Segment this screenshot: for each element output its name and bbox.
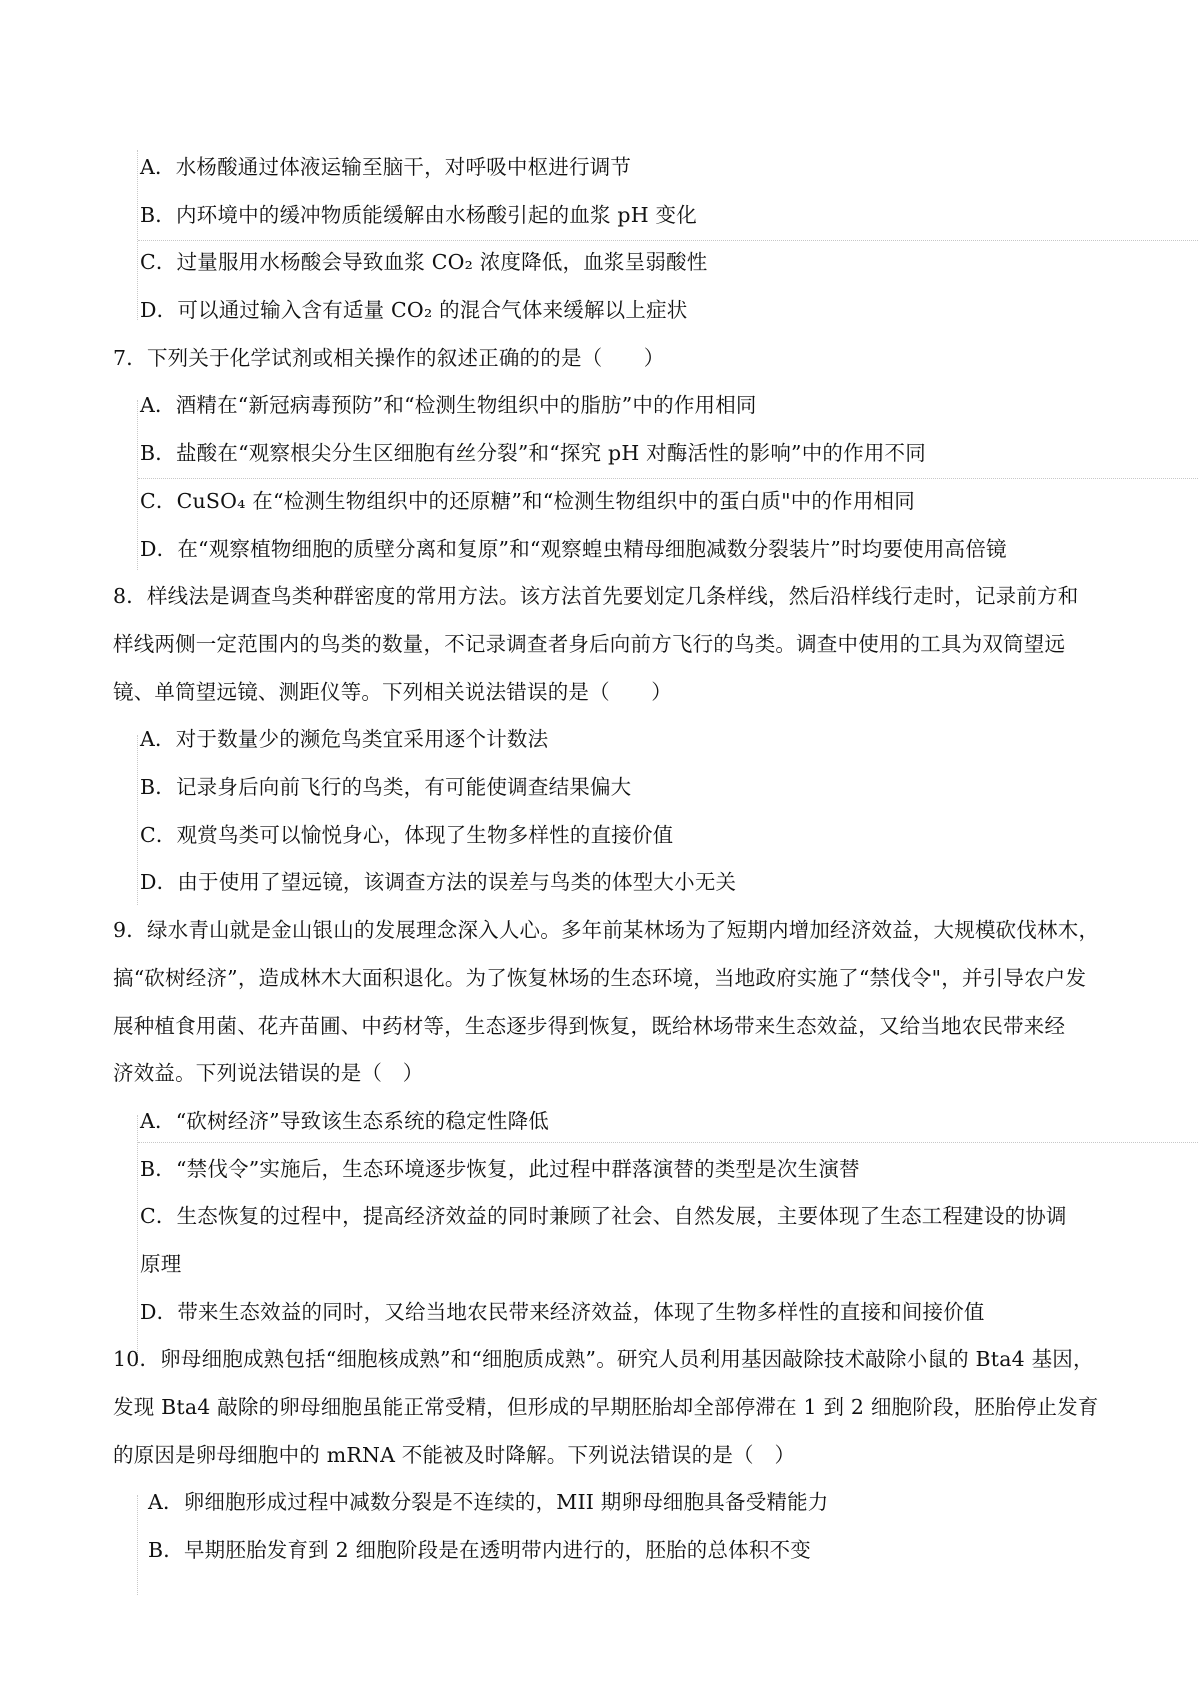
q9-stem-line-4: 济效益。下列说法错误的是（ ）: [113, 1061, 424, 1085]
q8-stem-line-1: 8．样线法是调查鸟类种群密度的常用方法。该方法首先要划定几条样线，然后沿样线行走时，记录前方和: [113, 584, 1079, 608]
q10-option-a: A．卵细胞形成过程中减数分裂是不连续的，MII 期卵母细胞具备受精能力: [148, 1490, 829, 1514]
margin-guide: [137, 1115, 138, 1365]
q10-stem-line-1: 10．卵母细胞成熟包括“细胞核成熟”和“细胞质成熟”。研究人员利用基因敲除技术敲除小鼠的 Bta4 基因，: [113, 1347, 1094, 1371]
q10-stem-line-3: 的原因是卵母细胞中的 mRNA 不能被及时降解。下列说法错误的是（ ）: [113, 1443, 796, 1467]
q10-option-b: B．早期胚胎发育到 2 细胞阶段是在透明带内进行的，胚胎的总体积不变: [148, 1538, 811, 1562]
q9-stem-line-2: 搞“砍树经济”，造成林木大面积退化。为了恢复林场的生态环境，当地政府实施了“禁伐令"，并引导农户发: [113, 966, 1087, 990]
q8-option-d: D．由于使用了望远镜，该调查方法的误差与鸟类的体型大小无关: [140, 870, 737, 894]
q9-option-d: D．带来生态效益的同时，又给当地农民带来经济效益，体现了生物多样性的直接和间接价值: [140, 1300, 985, 1324]
q9-option-c-continued: 原理: [140, 1252, 182, 1276]
margin-guide: [137, 400, 138, 570]
q7-option-b: B．盐酸在“观察根尖分生区细胞有丝分裂”和“探究 pH 对酶活性的影响”中的作用不同: [140, 441, 926, 465]
q7-option-c: C．CuSO₄ 在“检测生物组织中的还原糖”和“检测生物组织中的蛋白质"中的作用相同: [140, 489, 915, 513]
q8-stem-line-2: 样线两侧一定范围内的鸟类的数量，不记录调查者身后向前方飞行的鸟类。调查中使用的工具为双筒望远: [113, 632, 1066, 656]
q8-option-b: B．记录身后向前飞行的鸟类，有可能使调查结果偏大: [140, 775, 632, 799]
q8-option-a: A．对于数量少的濒危鸟类宜采用逐个计数法: [140, 727, 549, 751]
margin-guide: [137, 1495, 138, 1595]
margin-guide: [137, 735, 138, 905]
q6-option-a: A．水杨酸通过体液运输至脑干，对呼吸中枢进行调节: [140, 155, 632, 179]
q7-stem: 7．下列关于化学试剂或相关操作的叙述正确的的是（ ）: [113, 346, 665, 370]
q9-stem-line-1: 9．绿水青山就是金山银山的发展理念深入人心。多年前某林场为了短期内增加经济效益，大规模砍伐林木，: [113, 918, 1100, 942]
q6-option-d: D．可以通过输入含有适量 CO₂ 的混合气体来缓解以上症状: [140, 298, 688, 322]
q6-option-c: C．过量服用水杨酸会导致血浆 CO₂ 浓度降低，血浆呈弱酸性: [140, 250, 708, 274]
dotted-rule: [138, 478, 1198, 479]
q8-stem-line-3: 镜、单筒望远镜、测距仪等。下列相关说法错误的是（ ）: [113, 680, 672, 704]
q9-option-c: C．生态恢复的过程中，提高经济效益的同时兼顾了社会、自然发展，主要体现了生态工程建设的协调: [140, 1204, 1067, 1228]
q10-stem-line-2: 发现 Bta4 敲除的卵母细胞虽能正常受精，但形成的早期胚胎却全部停滞在 1 到 2 细胞阶段，胚胎停止发育: [113, 1395, 1099, 1419]
q8-option-c: C．观赏鸟类可以愉悦身心，体现了生物多样性的直接价值: [140, 823, 674, 847]
dotted-rule: [138, 1142, 1198, 1143]
q9-option-b: B．“禁伐令”实施后，生态环境逐步恢复，此过程中群落演替的类型是次生演替: [140, 1157, 860, 1181]
dotted-rule: [138, 240, 1198, 241]
q7-option-d: D．在“观察植物细胞的质壁分离和复原”和“观察蝗虫精母细胞减数分裂装片”时均要使用高倍镜: [140, 537, 1007, 561]
q6-option-b: B．内环境中的缓冲物质能缓解由水杨酸引起的血浆 pH 变化: [140, 203, 697, 227]
margin-guide: [137, 150, 138, 320]
q9-stem-line-3: 展种植食用菌、花卉苗圃、中药材等，生态逐步得到恢复，既给林场带来生态效益，又给当地农民带来经: [113, 1014, 1066, 1038]
q7-option-a: A．酒精在“新冠病毒预防”和“检测生物组织中的脂肪”中的作用相同: [140, 393, 757, 417]
q9-option-a: A．“砍树经济”导致该生态系统的稳定性降低: [140, 1109, 549, 1133]
